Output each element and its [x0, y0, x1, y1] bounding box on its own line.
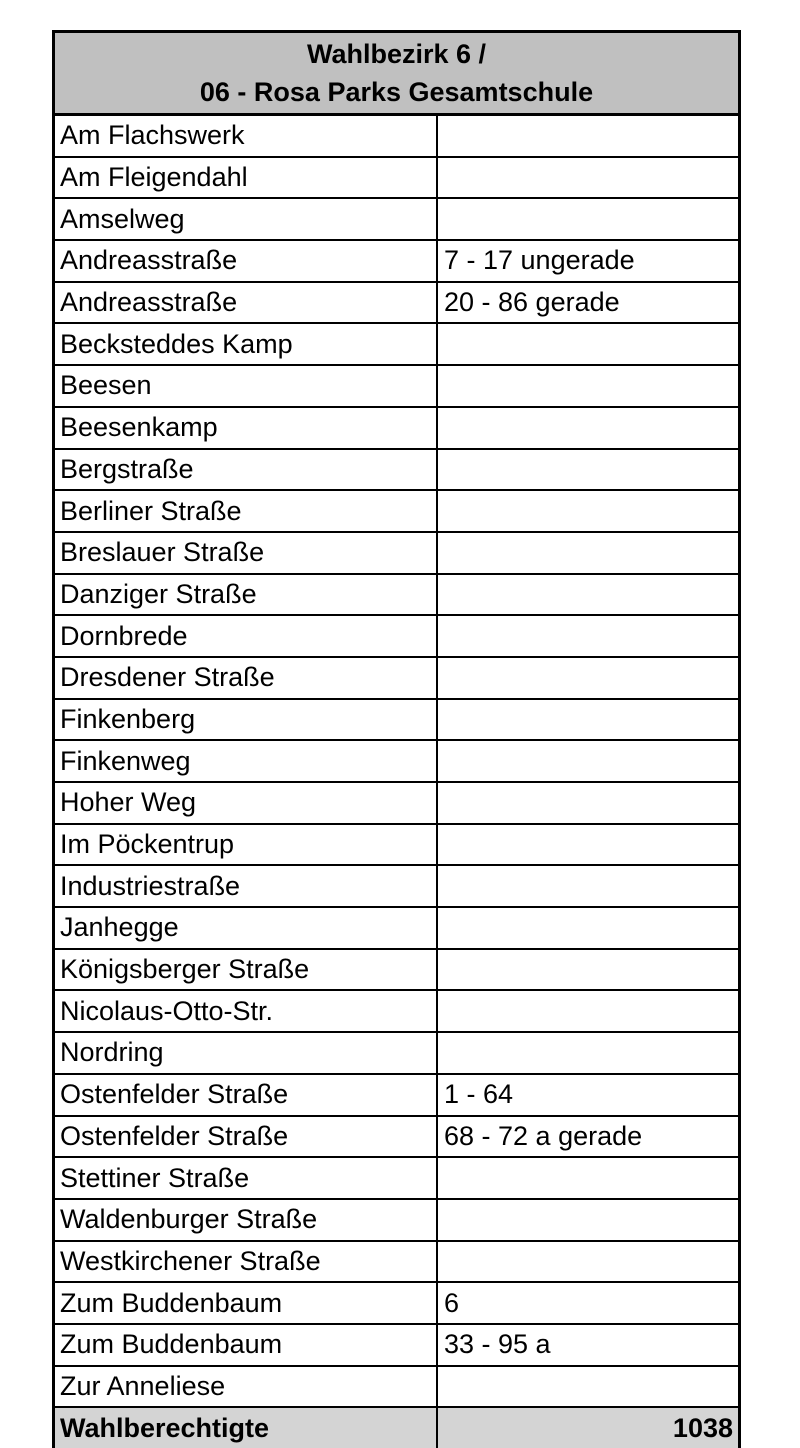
table-header: [55, 33, 738, 116]
house-number-range: 1 - 64: [444, 1079, 514, 1110]
house-number-range: [438, 158, 738, 198]
table-row: [55, 1075, 738, 1117]
house-number-range: [438, 866, 738, 906]
table-row: [55, 700, 738, 742]
house-number-range: [438, 950, 738, 990]
table-row: [55, 825, 738, 867]
table-row: [55, 1033, 738, 1075]
table-row: [55, 741, 738, 783]
street-name: Janhegge: [55, 908, 438, 948]
table-row: [55, 491, 738, 533]
street-name: Ostenfelder Straße: [55, 1075, 438, 1115]
table-row: [55, 1242, 738, 1284]
house-number-range: [438, 116, 738, 156]
house-number-range: [438, 366, 738, 406]
street-name: Zum Buddenbaum: [55, 1325, 438, 1365]
street-name: Andreasstraße: [55, 241, 438, 281]
street-name: Waldenburger Straße: [55, 1200, 438, 1240]
house-number-range: [438, 533, 738, 573]
street-name: Industriestraße: [55, 866, 438, 906]
street-name: Am Flachswerk: [55, 116, 438, 156]
street-name: Finkenweg: [55, 741, 438, 781]
house-number-range: 6: [444, 1287, 460, 1318]
table-row: [55, 1283, 738, 1325]
table-row: [55, 1158, 738, 1200]
house-number-range: [438, 575, 738, 615]
eligible-voters-label: Wahlberechtigte: [55, 1408, 438, 1448]
street-name: Beesen: [55, 366, 438, 406]
street-name: Im Pöckentrup: [55, 825, 438, 865]
street-name: Stettiner Straße: [55, 1158, 438, 1198]
house-number-range: 33 - 95 a: [444, 1329, 551, 1360]
street-name: Ostenfelder Straße: [55, 1117, 438, 1157]
street-name: Finkenberg: [55, 700, 438, 740]
table-row: [55, 241, 738, 283]
street-name: Beesenkamp: [55, 408, 438, 448]
table-row: [55, 658, 738, 700]
table-row: [55, 1200, 738, 1242]
house-number-range: [438, 658, 738, 698]
house-number-range: [438, 741, 738, 781]
table-row: [55, 950, 738, 992]
street-name: Zur Anneliese: [55, 1367, 438, 1407]
school-name: 06 - Rosa Parks Gesamtschule: [199, 77, 594, 107]
house-number-range: [438, 700, 738, 740]
table-row: [55, 283, 738, 325]
street-name: Andreasstraße: [55, 283, 438, 323]
street-name: Amselweg: [55, 199, 438, 239]
house-number-range: [438, 199, 738, 239]
table-row: [55, 116, 738, 158]
street-name: Berliner Straße: [55, 491, 438, 531]
house-number-range: [438, 450, 738, 490]
table-row: [55, 866, 738, 908]
street-name: Becksteddes Kamp: [55, 324, 438, 364]
street-name: Nordring: [55, 1033, 438, 1073]
table-row: [55, 991, 738, 1033]
house-number-range: [438, 908, 738, 948]
house-number-range: [438, 408, 738, 448]
table-row: [55, 1117, 738, 1159]
table-row: [55, 1367, 738, 1409]
house-number-range: [438, 825, 738, 865]
table-row: [55, 1325, 738, 1367]
street-name: Nicolaus-Otto-Str.: [55, 991, 438, 1031]
table-row: [55, 324, 738, 366]
eligible-voters-row: [55, 1408, 738, 1448]
table-row: [55, 450, 738, 492]
polling-district-table: [52, 30, 741, 1448]
table-row: [55, 783, 738, 825]
house-number-range: 68 - 72 a gerade: [444, 1120, 643, 1151]
house-number-range: [438, 491, 738, 531]
table-row: [55, 575, 738, 617]
table-row: [55, 158, 738, 200]
table-row: [55, 199, 738, 241]
district-title: Wahlbezirk 6 /: [306, 39, 487, 69]
house-number-range: [438, 991, 738, 1031]
house-number-range: [438, 1158, 738, 1198]
street-name: Breslauer Straße: [55, 533, 438, 573]
street-name: Am Fleigendahl: [55, 158, 438, 198]
house-number-range: [438, 783, 738, 823]
street-name: Zum Buddenbaum: [55, 1283, 438, 1323]
street-name: Dornbrede: [55, 616, 438, 656]
street-name: Bergstraße: [55, 450, 438, 490]
table-row: [55, 408, 738, 450]
table-row: [55, 366, 738, 408]
eligible-voters-count: 1038: [672, 1412, 733, 1443]
street-list: [55, 116, 738, 1408]
street-name: Danziger Straße: [55, 575, 438, 615]
street-name: Hoher Weg: [55, 783, 438, 823]
house-number-range: [438, 1367, 738, 1407]
table-row: [55, 616, 738, 658]
house-number-range: 20 - 86 gerade: [444, 287, 620, 318]
house-number-range: 7 - 17 ungerade: [444, 245, 635, 276]
table-row: [55, 533, 738, 575]
street-name: Dresdener Straße: [55, 658, 438, 698]
house-number-range: [438, 616, 738, 656]
street-name: Westkirchener Straße: [55, 1242, 438, 1282]
house-number-range: [438, 1033, 738, 1073]
house-number-range: [438, 324, 738, 364]
house-number-range: [438, 1200, 738, 1240]
house-number-range: [438, 1242, 738, 1282]
table-row: [55, 908, 738, 950]
street-name: Königsberger Straße: [55, 950, 438, 990]
